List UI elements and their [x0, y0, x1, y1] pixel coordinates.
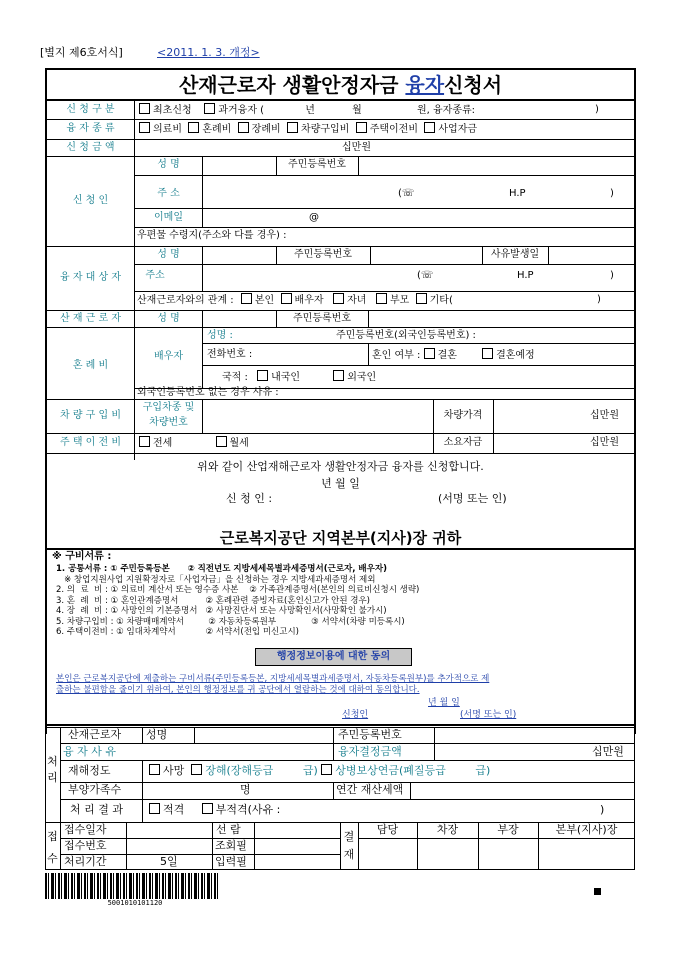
side-char-3: 접: [47, 830, 58, 843]
relation-spouse-checkbox[interactable]: [281, 293, 292, 304]
office-dependents-label: 부양가족수: [68, 783, 122, 796]
applicant-tel-label: (☏: [398, 188, 415, 199]
consent-line-2: 출하는 불편함을 줄이기 위하여, 본인의 행정정보를 귀 공단에서 열람하는 것에 대하여 동의합니다.: [56, 685, 420, 695]
declaration-addressee: 근로복지공단 지역본부(지사)장 귀하: [219, 529, 462, 547]
funeral-label: 장례비: [251, 124, 281, 135]
title-part-2: 융자: [405, 73, 445, 97]
applicant-name-label: 성 명: [157, 159, 180, 170]
docs-line-4: 3. 혼 례 비 : ① 혼인관계증명서 ② 혼례관련 증빙자료(혼인신고가 안된 경우): [56, 595, 370, 606]
death-checkbox[interactable]: [149, 764, 160, 775]
pension-label: 상병보상연금(폐질등급: [335, 764, 446, 777]
consent-title: 행정정보이용에 대한 동의: [255, 648, 412, 666]
amount-label: 신 청 금 액: [66, 142, 115, 153]
applicant-email-label: 이메일: [154, 212, 183, 223]
relation-parent-checkbox[interactable]: [376, 293, 387, 304]
disability-label: 장해(장해등급: [205, 764, 274, 777]
office-unit: 십만원: [592, 745, 624, 758]
relation-parent-label: 부모: [389, 295, 410, 306]
korean-label: 내국인: [271, 372, 301, 383]
target-tel-label: (☏: [417, 270, 434, 281]
office-persons: 명: [240, 783, 251, 796]
side-char-4: 수: [47, 852, 58, 865]
housing-checkbox[interactable]: [356, 122, 367, 133]
planned-checkbox[interactable]: [482, 348, 493, 359]
relation-self-checkbox[interactable]: [241, 293, 252, 304]
housing-row-label: 주 택 이 전 비: [59, 437, 121, 448]
jeonse-label: 전세: [153, 438, 173, 449]
year-label: 년: [305, 105, 315, 116]
target-hp-label: H.P: [517, 270, 534, 281]
apply-type-label: 신 청 구 분: [66, 104, 115, 115]
business-checkbox[interactable]: [424, 122, 435, 133]
vehicle-price-label: 차량가격: [443, 410, 483, 421]
declaration-applicant: 신 청 인 :: [226, 492, 273, 505]
approval-label: [340, 828, 358, 864]
office-side-receipt: [45, 826, 60, 870]
jeonse-checkbox[interactable]: [139, 436, 150, 447]
consent-sign: (서명 또는 인): [460, 710, 517, 720]
nationality-label: 국적 :: [222, 372, 248, 383]
loan-type-options: [139, 122, 477, 137]
no-foreign-reg-label: 외국인등록번호 없는 경우 사유 :: [137, 387, 279, 398]
declaration-statement: 위와 같이 산업재해근로자 생활안정자금 융자를 신청합니다.: [197, 460, 484, 473]
spouse-label: 배우자: [154, 351, 183, 362]
office-result-options: [149, 803, 280, 817]
housing-label: 주택이전비: [369, 124, 419, 135]
barcode-number: 5001010101120: [75, 899, 195, 907]
target-address-label: 주소: [145, 270, 165, 281]
marriage-status: [372, 348, 535, 363]
office-reason-label: 융 자 사 유: [63, 745, 116, 758]
office-property-label: 연간 재산세액: [336, 783, 404, 796]
page-title: [47, 71, 634, 99]
form-number: [별지 제6호서식]: [40, 46, 123, 59]
docs-line-3: 2. 의 료 비 : ① 의료비 계산서 또는 영수증 사본 ② 가족관계증명서(본인의 의료비신청시 생략): [56, 585, 420, 595]
vehicle-number-label: 차량번호: [149, 417, 188, 428]
side-char-2: 리: [47, 771, 58, 784]
won-loan-type-label: 원, 융자종류:: [417, 105, 476, 116]
spouse-phone-label: 전화번호 :: [207, 349, 253, 360]
pension-close: 급): [475, 764, 491, 777]
funeral-checkbox[interactable]: [238, 122, 249, 133]
office-name-label: 성명: [146, 728, 168, 741]
housing-unit: 십만원: [590, 437, 619, 448]
docs-line-2: ※ 창업지원사업 지원확정자로「사업자금」을 신청하는 경우 지방세과세증명서 제외: [56, 574, 376, 585]
relation-options: [137, 293, 453, 308]
medical-label: 의료비: [153, 124, 182, 135]
office-rrn-label: 주민등록번호: [338, 728, 402, 741]
relation-close: ): [597, 294, 601, 305]
korean-checkbox[interactable]: [257, 370, 268, 381]
declaration-date: 년 월 일: [321, 477, 360, 490]
apply-type-close: ): [595, 104, 599, 115]
applicant-address-label: 주 소: [157, 188, 180, 199]
wedding-label: 혼례비: [202, 124, 232, 135]
docs-line-5: 4. 장 례 비 : ① 사망인의 기본증명서 ② 사망진단서 또는 사망확인서(사망확인 불가시): [56, 606, 387, 616]
married-checkbox[interactable]: [424, 348, 435, 359]
disability-close: 급): [302, 764, 318, 777]
planned-label: 결혼예정: [496, 350, 535, 361]
docs-line-1: 1. 공통서류 : ① 주민등록등본 ② 직전년도 지방세세목별과세증명서(근로자, 배우자): [56, 564, 387, 574]
target-label: 융 자 대 상 자: [59, 272, 121, 283]
eligible-label: 적격: [163, 803, 185, 816]
vehicle-row-label: 차 량 구 입 비: [59, 410, 121, 421]
office-decided-label: 융자결정금액: [338, 745, 402, 758]
consent-text: [56, 674, 489, 696]
business-label: 사업자금: [438, 124, 478, 135]
declaration-sign: (서명 또는 인): [438, 492, 507, 505]
office-result-label: 처 리 결 과: [70, 803, 123, 816]
month-label: 월: [352, 105, 362, 116]
worker-label: 산 재 근 로 자: [59, 313, 121, 324]
mail-address-label: 우편물 수령지(주소와 다를 경우) :: [137, 230, 287, 241]
lookup-label: 조회필: [215, 839, 247, 852]
revision-date: <2011. 1. 3. 개정>: [157, 46, 260, 59]
relation-self-label: 본인: [254, 295, 275, 306]
office-severity-label: 재해정도: [68, 764, 111, 777]
approval-char-1: 결: [343, 830, 355, 843]
apply-type-options: [139, 103, 475, 118]
wedding-label: 혼 례 비: [72, 360, 109, 371]
email-at: @: [309, 212, 319, 223]
marriage-status-label: 혼인 여부 :: [372, 350, 421, 361]
housing-cost-label: 소요자금: [443, 437, 483, 448]
receipt-date-label: 접수일자: [64, 823, 107, 836]
target-close: ): [610, 270, 614, 281]
barcode: [45, 873, 220, 899]
receipt-number-label: 접수번호: [64, 839, 107, 852]
relation-spouse-label: 배우자: [294, 295, 324, 306]
death-label: 사망: [163, 764, 185, 777]
foreign-checkbox[interactable]: [333, 370, 344, 381]
relation-child-label: 자녀: [347, 295, 367, 306]
vehicle-unit: 십만원: [590, 410, 619, 421]
eligible-checkbox[interactable]: [149, 803, 160, 814]
medical-checkbox[interactable]: [139, 122, 150, 133]
target-cause-date-label: 사유발생일: [490, 249, 540, 260]
vehicle-type-label: 구입차종 및: [142, 402, 195, 413]
role-manager: 부장: [497, 823, 519, 836]
corner-marker: [594, 888, 601, 895]
role-director: 본부(지사)장: [555, 823, 618, 836]
relation-label: 산재근로자와의 관계 :: [137, 295, 234, 306]
consent-date: 년 월 일: [428, 698, 460, 708]
spouse-rrn-label: 주민등록번호(외국인등록번호) :: [336, 330, 476, 341]
first-apply-label: 최초신청: [153, 105, 192, 116]
first-apply-checkbox[interactable]: [139, 103, 150, 114]
disability-checkbox[interactable]: [191, 764, 202, 775]
applicant-hp-label: H.P: [509, 188, 526, 199]
approval-char-2: 재: [343, 848, 355, 861]
applicant-label: 신 청 인: [72, 195, 109, 206]
relation-other-checkbox[interactable]: [416, 293, 427, 304]
nationality: [222, 370, 376, 385]
past-loan-checkbox[interactable]: [204, 103, 215, 114]
review-label: 선 람: [216, 823, 241, 836]
housing-options: [139, 436, 249, 451]
applicant-close: ): [610, 188, 614, 199]
office-worker-label: 산재근로자: [68, 728, 122, 741]
foreign-label: 외국인: [347, 372, 377, 383]
docs-title: ※ 구비서류 :: [52, 551, 112, 562]
relation-other-label: 기타(: [429, 295, 453, 306]
title-part-3: 신청서: [444, 73, 503, 97]
office-severity-options: [149, 764, 490, 778]
wolse-label: 월세: [229, 438, 249, 449]
docs-line-6: 5. 차량구입비 : ① 차량매매계약서 ② 자동차등록원부 ③ 서약서(차량 미등록시): [56, 616, 405, 627]
side-char-1: 처: [47, 755, 58, 768]
wolse-checkbox[interactable]: [216, 436, 227, 447]
input-label: 입력필: [215, 855, 247, 868]
role-deputy: 차장: [436, 823, 459, 836]
amount-unit: 십만원: [342, 142, 371, 153]
worker-name-label: 성 명: [157, 313, 180, 324]
loan-type-label: 융 자 종 류: [66, 123, 115, 134]
pension-checkbox[interactable]: [321, 764, 332, 775]
processing-days: 5일: [160, 855, 178, 868]
role-staff: 담당: [376, 823, 399, 836]
worker-rrn-label: 주민등록번호: [293, 313, 351, 324]
docs-list: [56, 564, 419, 638]
consent-line-1: 본인은 근로복지공단에 제출하는 구비서류(주민등록등본, 지방세세목별과세증명서, 자동차등록원부)를 추가적으로 제: [56, 674, 490, 684]
ineligible-label: 부적격(사유 :: [215, 803, 281, 816]
office-side-process: [45, 754, 60, 786]
office-result-close: ): [600, 803, 605, 816]
consent-signer: 신청인: [342, 710, 369, 720]
docs-line-7: 6. 주택이전비 : ① 임대차계약서 ② 서약서(전입 미신고시): [56, 627, 300, 637]
processing-period-label: 처리기간: [64, 855, 107, 868]
married-label: 결혼: [437, 350, 457, 361]
target-name-label: 성 명: [157, 249, 180, 260]
wedding-checkbox[interactable]: [188, 122, 199, 133]
past-loan-label: 과거융자 (: [218, 105, 265, 116]
ineligible-checkbox[interactable]: [202, 803, 213, 814]
spouse-name-label: 성명 :: [207, 330, 233, 341]
target-rrn-label: 주민등록번호: [294, 249, 352, 260]
applicant-rrn-label: 주민등록번호: [288, 159, 346, 170]
title-part-1: 산재근로자 생활안정자금: [178, 73, 406, 97]
vehicle-label: 차량구입비: [301, 124, 350, 135]
relation-child-checkbox[interactable]: [333, 293, 344, 304]
vehicle-checkbox[interactable]: [287, 122, 298, 133]
